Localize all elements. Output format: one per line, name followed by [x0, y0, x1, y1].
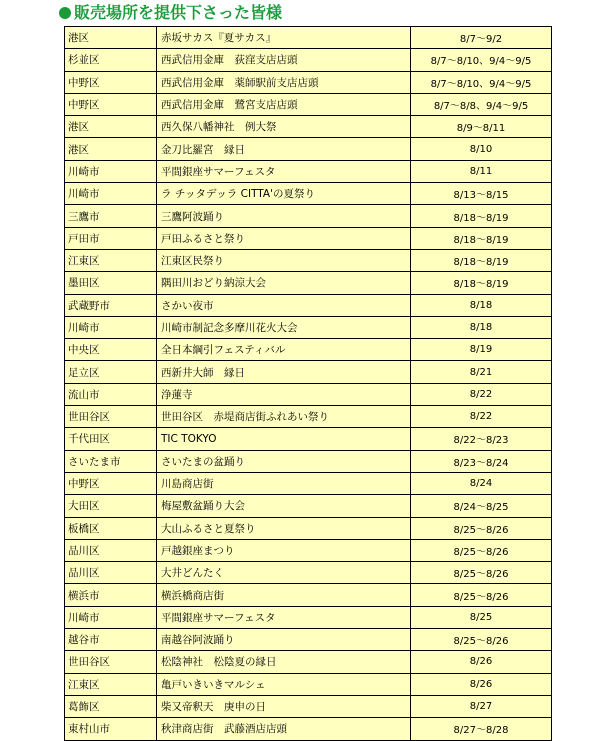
- table-row: [65, 428, 552, 450]
- area-cell: 板橋区: [65, 517, 157, 539]
- area-cell: 世田谷区: [65, 651, 157, 673]
- table-row: [65, 495, 552, 517]
- table-row: [65, 249, 552, 271]
- venue-cell: さかい夜市: [157, 294, 411, 316]
- area-cell: 川崎市: [65, 160, 157, 182]
- table-row: [65, 294, 552, 316]
- date-cell: 8/25～8/26: [411, 562, 552, 584]
- area-cell: 川崎市: [65, 316, 157, 338]
- date-cell: 8/11: [411, 160, 552, 182]
- area-cell: 中野区: [65, 472, 157, 494]
- date-cell: 8/18～8/19: [411, 227, 552, 249]
- area-cell: 品川区: [65, 539, 157, 561]
- area-cell: 流山市: [65, 383, 157, 405]
- table-row: [65, 606, 552, 628]
- table-row: [65, 406, 552, 428]
- date-cell: 8/22～8/23: [411, 428, 552, 450]
- date-cell: 8/18～8/19: [411, 205, 552, 227]
- table-row: [65, 695, 552, 717]
- date-cell: 8/22: [411, 406, 552, 428]
- venue-cell: 隅田川おどり納涼大会: [157, 272, 411, 294]
- venue-cell: 江東区民祭り: [157, 249, 411, 271]
- date-cell: 8/25～8/26: [411, 584, 552, 606]
- table-row: [65, 629, 552, 651]
- area-cell: 江東区: [65, 673, 157, 695]
- area-cell: さいたま市: [65, 450, 157, 472]
- area-cell: 江東区: [65, 249, 157, 271]
- date-cell: 8/23～8/24: [411, 450, 552, 472]
- table-row: [65, 718, 552, 740]
- table-row: [65, 227, 552, 249]
- table-row: [65, 71, 552, 93]
- table-row: [65, 27, 552, 49]
- venue-cell: 西久保八幡神社 例大祭: [157, 116, 411, 138]
- area-cell: 中野区: [65, 71, 157, 93]
- table-row: [65, 539, 552, 561]
- table-row: [65, 93, 552, 115]
- table-row: [65, 651, 552, 673]
- date-cell: 8/22: [411, 383, 552, 405]
- venue-table-body: [65, 27, 552, 741]
- table-row: [65, 584, 552, 606]
- table-row: [65, 562, 552, 584]
- date-cell: 8/21: [411, 361, 552, 383]
- date-cell: 8/27: [411, 695, 552, 717]
- area-cell: 中野区: [65, 93, 157, 115]
- date-cell: 8/25～8/26: [411, 629, 552, 651]
- venue-cell: 平間銀座サマーフェスタ: [157, 160, 411, 182]
- venue-cell: 大山ふるさと夏祭り: [157, 517, 411, 539]
- area-cell: 中央区: [65, 339, 157, 361]
- venue-cell: 金刀比羅宮 縁日: [157, 138, 411, 160]
- venue-cell: 柴又帝釈天 庚申の日: [157, 695, 411, 717]
- area-cell: 墨田区: [65, 272, 157, 294]
- date-cell: 8/7～9/2: [411, 27, 552, 49]
- venue-cell: 南越谷阿波踊り: [157, 629, 411, 651]
- date-cell: 8/26: [411, 673, 552, 695]
- venue-cell: 世田谷区 赤堤商店街ふれあい祭り: [157, 406, 411, 428]
- venue-cell: 全日本綱引フェスティバル: [157, 339, 411, 361]
- table-row: [65, 673, 552, 695]
- venue-cell: 亀戸いきいきマルシェ: [157, 673, 411, 695]
- venue-cell: TIC TOKYO: [157, 428, 411, 450]
- venue-cell: 戸田ふるさと祭り: [157, 227, 411, 249]
- venue-cell: 松陰神社 松陰夏の縁日: [157, 651, 411, 673]
- area-cell: 杉並区: [65, 49, 157, 71]
- date-cell: 8/19: [411, 339, 552, 361]
- area-cell: 三鷹市: [65, 205, 157, 227]
- venue-cell: 川島商店街: [157, 472, 411, 494]
- venue-cell: 横浜橋商店街: [157, 584, 411, 606]
- area-cell: 港区: [65, 27, 157, 49]
- date-cell: 8/7～8/8、9/4～9/5: [411, 93, 552, 115]
- venue-cell: 三鷹阿波踊り: [157, 205, 411, 227]
- venue-cell: 川崎市制記念多摩川花火大会: [157, 316, 411, 338]
- venue-cell: 西武信用金庫 荻窪支店店頭: [157, 49, 411, 71]
- date-cell: 8/27～8/28: [411, 718, 552, 740]
- table-row: [65, 339, 552, 361]
- table-row: [65, 361, 552, 383]
- date-cell: 8/13～8/15: [411, 183, 552, 205]
- date-cell: 8/18～8/19: [411, 272, 552, 294]
- table-row: [65, 517, 552, 539]
- area-cell: 越谷市: [65, 629, 157, 651]
- page-title: [59, 2, 282, 24]
- venue-cell: 梅屋敷盆踊り大会: [157, 495, 411, 517]
- table-row: [65, 450, 552, 472]
- table-row: [65, 49, 552, 71]
- venue-cell: ラ チッタデッラ CITTA'の夏祭り: [157, 183, 411, 205]
- area-cell: 港区: [65, 116, 157, 138]
- venue-cell: 浄蓮寺: [157, 383, 411, 405]
- venue-cell: 西武信用金庫 薬師駅前支店店頭: [157, 71, 411, 93]
- table-row: [65, 160, 552, 182]
- area-cell: 横浜市: [65, 584, 157, 606]
- table-row: [65, 116, 552, 138]
- date-cell: 8/18～8/19: [411, 249, 552, 271]
- venue-cell: 秋津商店街 武藤酒店店頭: [157, 718, 411, 740]
- area-cell: 東村山市: [65, 718, 157, 740]
- date-cell: 8/26: [411, 651, 552, 673]
- table-row: [65, 138, 552, 160]
- table-row: [65, 183, 552, 205]
- date-cell: 8/24～8/25: [411, 495, 552, 517]
- date-cell: 8/10: [411, 138, 552, 160]
- venue-cell: 平間銀座サマーフェスタ: [157, 606, 411, 628]
- venue-cell: 赤坂サカス『夏サカス』: [157, 27, 411, 49]
- area-cell: 戸田市: [65, 227, 157, 249]
- table-row: [65, 383, 552, 405]
- date-cell: 8/7～8/10、9/4～9/5: [411, 71, 552, 93]
- area-cell: 川崎市: [65, 606, 157, 628]
- area-cell: 川崎市: [65, 183, 157, 205]
- area-cell: 大田区: [65, 495, 157, 517]
- table-row: [65, 272, 552, 294]
- area-cell: 港区: [65, 138, 157, 160]
- date-cell: 8/7～8/10、9/4～9/5: [411, 49, 552, 71]
- area-cell: 品川区: [65, 562, 157, 584]
- area-cell: 武蔵野市: [65, 294, 157, 316]
- date-cell: 8/9～8/11: [411, 116, 552, 138]
- table-row: [65, 472, 552, 494]
- venue-table: [64, 26, 552, 741]
- date-cell: 8/18: [411, 316, 552, 338]
- area-cell: 世田谷区: [65, 406, 157, 428]
- date-cell: 8/25: [411, 606, 552, 628]
- bullet-dot-icon: [59, 7, 71, 19]
- area-cell: 千代田区: [65, 428, 157, 450]
- venue-cell: 西武信用金庫 鷺宮支店店頭: [157, 93, 411, 115]
- date-cell: 8/24: [411, 472, 552, 494]
- area-cell: 葛飾区: [65, 695, 157, 717]
- date-cell: 8/25～8/26: [411, 517, 552, 539]
- venue-cell: 大井どんたく: [157, 562, 411, 584]
- title-text: 販売場所を提供下さった皆様: [74, 3, 283, 22]
- area-cell: 足立区: [65, 361, 157, 383]
- venue-cell: 西新井大師 縁日: [157, 361, 411, 383]
- table-row: [65, 205, 552, 227]
- venue-cell: 戸越銀座まつり: [157, 539, 411, 561]
- table-row: [65, 316, 552, 338]
- date-cell: 8/18: [411, 294, 552, 316]
- date-cell: 8/25～8/26: [411, 539, 552, 561]
- venue-cell: さいたまの盆踊り: [157, 450, 411, 472]
